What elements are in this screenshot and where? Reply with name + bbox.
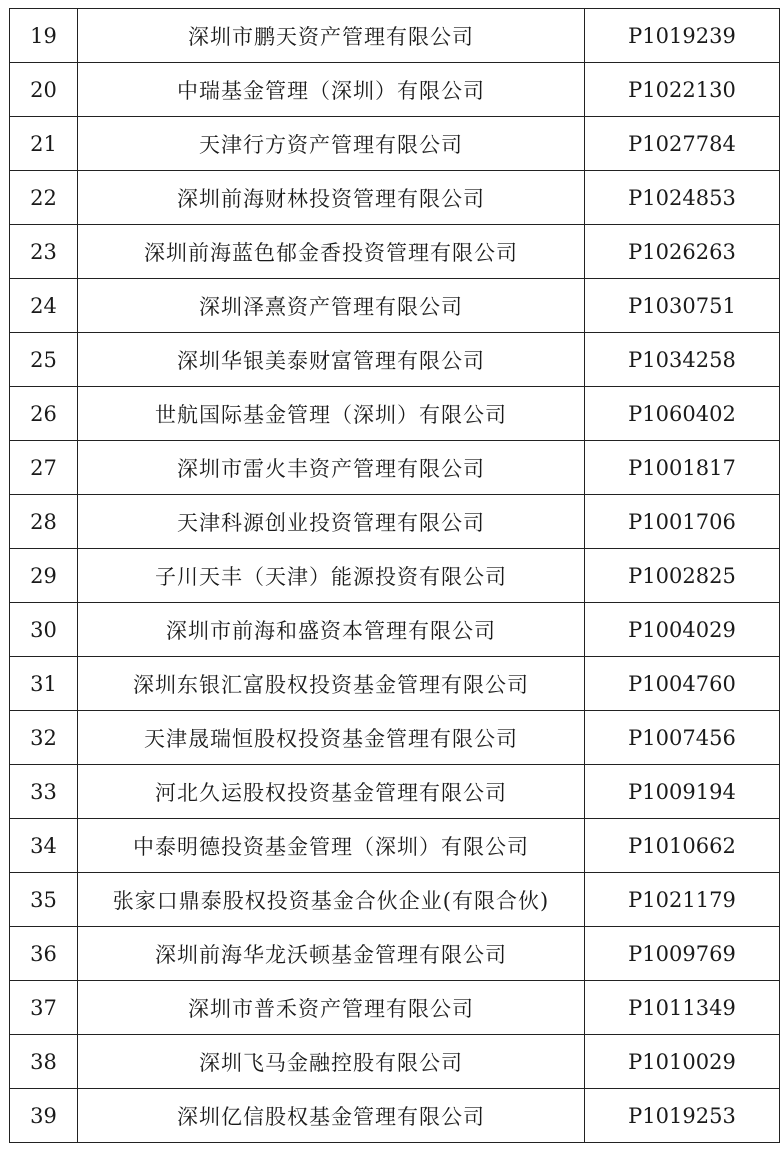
registry-table-body [10, 9, 780, 1143]
company-name-cell: 张家口鼎泰股权投资基金合伙企业(有限合伙) [78, 873, 585, 927]
company-name-cell: 中泰明德投资基金管理（深圳）有限公司 [78, 819, 585, 873]
row-number-cell: 26 [10, 387, 78, 441]
table-row [10, 1035, 780, 1089]
table-row [10, 819, 780, 873]
row-number-cell: 34 [10, 819, 78, 873]
company-name-cell: 子川天丰（天津）能源投资有限公司 [78, 549, 585, 603]
row-number-cell: 37 [10, 981, 78, 1035]
registry-table-container [9, 8, 777, 1143]
row-number-cell: 38 [10, 1035, 78, 1089]
company-name-cell: 河北久运股权投资基金管理有限公司 [78, 765, 585, 819]
company-name-cell: 深圳前海蓝色郁金香投资管理有限公司 [78, 225, 585, 279]
table-row [10, 279, 780, 333]
table-row [10, 981, 780, 1035]
registration-code-cell: P1060402 [585, 387, 780, 441]
table-row [10, 225, 780, 279]
table-row [10, 9, 780, 63]
registration-code-cell: P1019239 [585, 9, 780, 63]
company-name-cell: 天津科源创业投资管理有限公司 [78, 495, 585, 549]
registration-code-cell: P1022130 [585, 63, 780, 117]
registration-code-cell: P1021179 [585, 873, 780, 927]
row-number-cell: 35 [10, 873, 78, 927]
company-name-cell: 深圳市普禾资产管理有限公司 [78, 981, 585, 1035]
company-name-cell: 深圳市前海和盛资本管理有限公司 [78, 603, 585, 657]
row-number-cell: 33 [10, 765, 78, 819]
company-name-cell: 中瑞基金管理（深圳）有限公司 [78, 63, 585, 117]
table-row [10, 387, 780, 441]
table-row [10, 63, 780, 117]
registration-code-cell: P1004760 [585, 657, 780, 711]
row-number-cell: 39 [10, 1089, 78, 1143]
row-number-cell: 32 [10, 711, 78, 765]
registration-code-cell: P1011349 [585, 981, 780, 1035]
company-name-cell: 深圳飞马金融控股有限公司 [78, 1035, 585, 1089]
company-name-cell: 世航国际基金管理（深圳）有限公司 [78, 387, 585, 441]
registration-code-cell: P1024853 [585, 171, 780, 225]
company-name-cell: 深圳东银汇富股权投资基金管理有限公司 [78, 657, 585, 711]
table-row [10, 171, 780, 225]
row-number-cell: 20 [10, 63, 78, 117]
table-row [10, 1089, 780, 1143]
registration-code-cell: P1026263 [585, 225, 780, 279]
registry-table [9, 8, 780, 1143]
company-name-cell: 深圳前海华龙沃顿基金管理有限公司 [78, 927, 585, 981]
company-name-cell: 深圳市雷火丰资产管理有限公司 [78, 441, 585, 495]
registration-code-cell: P1027784 [585, 117, 780, 171]
table-row [10, 333, 780, 387]
registration-code-cell: P1030751 [585, 279, 780, 333]
table-row [10, 603, 780, 657]
row-number-cell: 21 [10, 117, 78, 171]
row-number-cell: 24 [10, 279, 78, 333]
registration-code-cell: P1019253 [585, 1089, 780, 1143]
registration-code-cell: P1009769 [585, 927, 780, 981]
registration-code-cell: P1002825 [585, 549, 780, 603]
company-name-cell: 深圳泽熹资产管理有限公司 [78, 279, 585, 333]
table-row [10, 927, 780, 981]
table-row [10, 549, 780, 603]
row-number-cell: 30 [10, 603, 78, 657]
company-name-cell: 深圳前海财林投资管理有限公司 [78, 171, 585, 225]
registration-code-cell: P1001817 [585, 441, 780, 495]
table-row [10, 765, 780, 819]
registration-code-cell: P1010662 [585, 819, 780, 873]
company-name-cell: 深圳华银美泰财富管理有限公司 [78, 333, 585, 387]
row-number-cell: 22 [10, 171, 78, 225]
registration-code-cell: P1004029 [585, 603, 780, 657]
company-name-cell: 深圳亿信股权基金管理有限公司 [78, 1089, 585, 1143]
table-row [10, 873, 780, 927]
table-row [10, 441, 780, 495]
registration-code-cell: P1010029 [585, 1035, 780, 1089]
registration-code-cell: P1001706 [585, 495, 780, 549]
table-row [10, 117, 780, 171]
registration-code-cell: P1034258 [585, 333, 780, 387]
registration-code-cell: P1007456 [585, 711, 780, 765]
row-number-cell: 28 [10, 495, 78, 549]
row-number-cell: 19 [10, 9, 78, 63]
table-row [10, 657, 780, 711]
table-row [10, 495, 780, 549]
company-name-cell: 天津晟瑞恒股权投资基金管理有限公司 [78, 711, 585, 765]
row-number-cell: 31 [10, 657, 78, 711]
table-row [10, 711, 780, 765]
row-number-cell: 29 [10, 549, 78, 603]
row-number-cell: 36 [10, 927, 78, 981]
company-name-cell: 天津行方资产管理有限公司 [78, 117, 585, 171]
row-number-cell: 23 [10, 225, 78, 279]
company-name-cell: 深圳市鹏天资产管理有限公司 [78, 9, 585, 63]
registration-code-cell: P1009194 [585, 765, 780, 819]
row-number-cell: 27 [10, 441, 78, 495]
row-number-cell: 25 [10, 333, 78, 387]
